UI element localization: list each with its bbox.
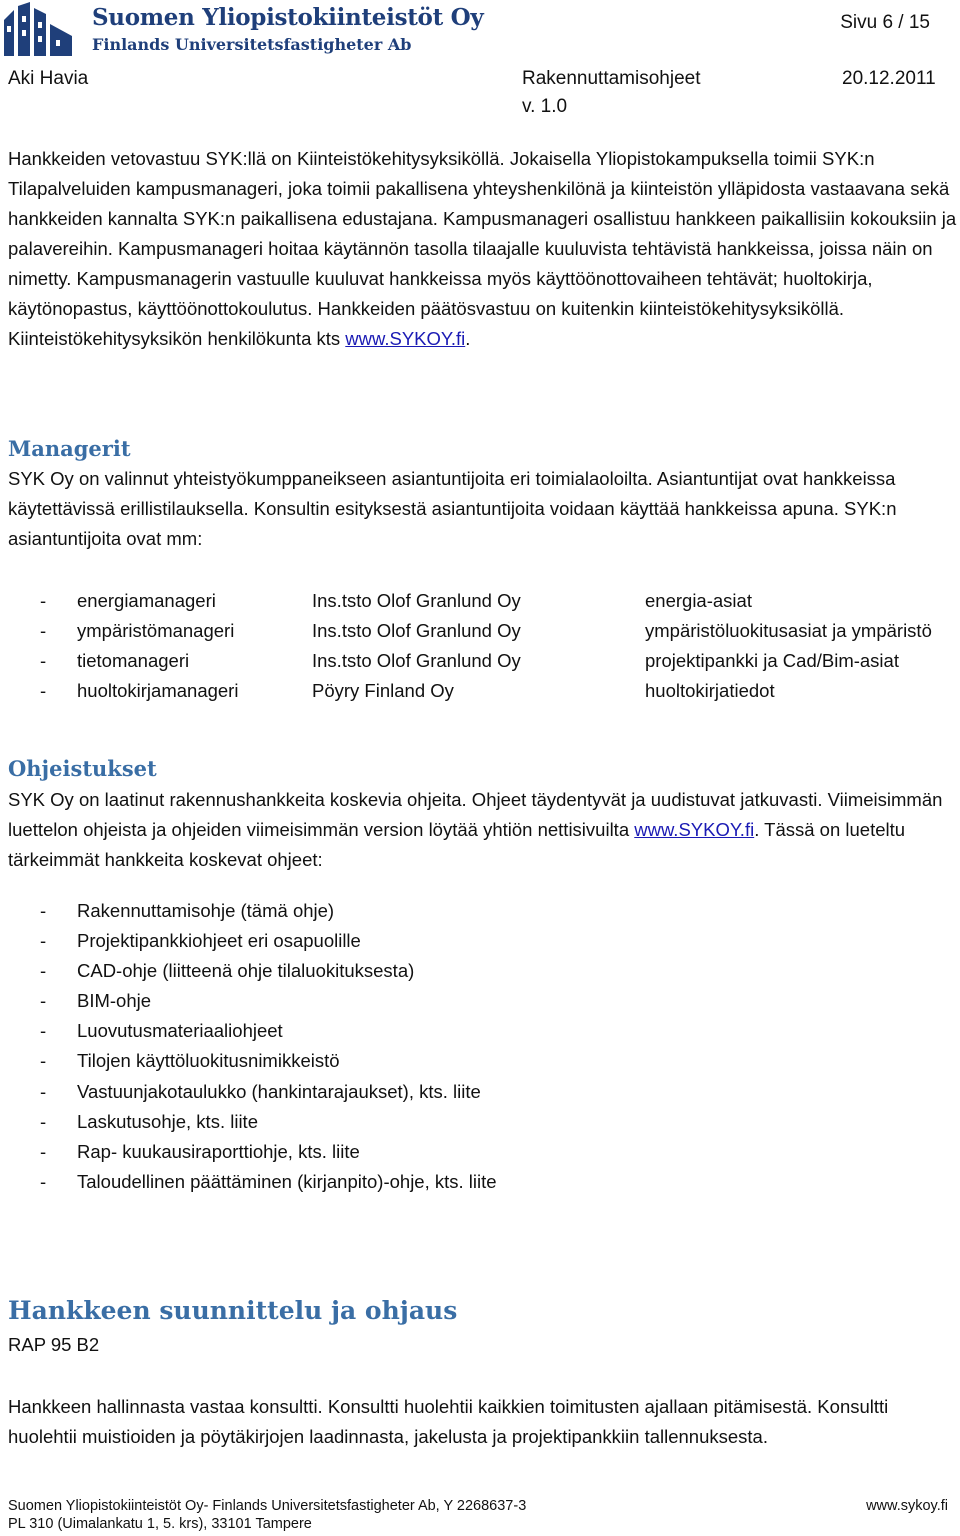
org-name-sv: Finlands Universitetsfastigheter Ab xyxy=(92,35,412,54)
intro-tail: . xyxy=(465,328,471,349)
list-item-label: Taloudellinen päättäminen (kirjanpito)-ohje, kts. liite xyxy=(77,1171,497,1192)
list-item-label: Tilojen käyttöluokitusnimikkeistö xyxy=(77,1050,340,1071)
list-item-label: Projektipankkiohjeet eri osapuolille xyxy=(77,930,361,951)
list-item xyxy=(0,1137,960,1167)
sykoy-link[interactable]: www.SYKOY.fi xyxy=(634,819,755,840)
list-dash: - xyxy=(40,990,47,1011)
manager-role: energiamanageri xyxy=(77,590,216,611)
list-item xyxy=(0,1167,960,1197)
manager-company: Ins.tsto Olof Granlund Oy xyxy=(312,650,521,671)
list-dash: - xyxy=(40,1111,47,1132)
org-name-fi: Suomen Yliopistokiinteistöt Oy xyxy=(92,4,484,31)
list-dash: - xyxy=(40,1050,47,1071)
section-heading-ohjeistukset: Ohjeistukset xyxy=(8,756,157,781)
list-dash: - xyxy=(40,960,47,981)
list-item xyxy=(0,1016,960,1046)
list-item-label: Rakennuttamisohje (tämä ohje) xyxy=(77,900,335,921)
ohjeistukset-paragraph xyxy=(8,785,958,875)
list-item-label: Luovutusmateriaaliohjeet xyxy=(77,1020,283,1041)
document-title: Rakennuttamisohjeet xyxy=(522,68,701,89)
section-heading-managerit: Managerit xyxy=(8,436,131,461)
list-dash: - xyxy=(40,1141,47,1162)
intro-paragraph xyxy=(8,144,958,354)
list-item xyxy=(0,1046,960,1076)
section-heading-suunnittelu: Hankkeen suunnittelu ja ohjaus xyxy=(8,1296,458,1325)
footer-website: www.sykoy.fi xyxy=(866,1498,948,1514)
list-dash: - xyxy=(40,900,47,921)
list-item xyxy=(0,956,960,986)
list-dash: - xyxy=(40,680,47,701)
manager-row xyxy=(0,676,960,706)
list-item xyxy=(0,1077,960,1107)
document-date: 20.12.2011 xyxy=(842,68,936,89)
manager-role: tietomanageri xyxy=(77,650,190,671)
manager-company: Ins.tsto Olof Granlund Oy xyxy=(312,620,521,641)
author: Aki Havia xyxy=(8,68,89,89)
manager-area: ympäristöluokitusasiat ja ympäristö xyxy=(645,620,932,641)
manager-company: Ins.tsto Olof Granlund Oy xyxy=(312,590,521,611)
list-dash: - xyxy=(40,590,47,611)
ohjeistukset-text: SYK Oy on laatinut rakennushankkeita koskevia ohjeita. Ohjeet täydentyvät ja uudistuvat jatkuvasti. Viimeisimmän luettelon ohjeista ja ohjeiden viimeisimmän version löytää yhtiön nettisivuilta xyxy=(8,789,943,840)
manager-area: huoltokirjatiedot xyxy=(645,680,775,701)
manager-role: ympäristömanageri xyxy=(77,620,235,641)
ohjeistukset-tail: . Tässä on lueteltu tärkeimmät hankkeita koskevat ohjeet: xyxy=(8,819,906,870)
list-item xyxy=(0,986,960,1016)
intro-text: Hankkeiden vetovastuu SYK:llä on Kiinteistökehitysyksiköllä. Jokaisella Yliopistokampuksella toimii SYK:n Tilapalveluiden kampusmanageri, joka toimii pakallisena yhteyshenkilönä ja kiinteistön ylläpidosta vastaavana sekä hankkeiden kannalta SYK:n paikallisena edustajana. Kampusmanageri osallistuu hankkeen paikallisiin kokouksiin ja palavereihin. Kampusmanageri hoitaa käytännön tasolla tilaajalle kuuluvista tehtävistä hankkeissa, joissa näin on nimetty. Kampusmanagerin vastuulle kuuluvat hankkeissa myös käyttöönottovaiheen tehtävät; huoltokirja, käytönopastus, käyttöönottokoulutus. Hankkeiden päätösvastuu on kuitenkin kiinteistökehitysyksiköllä. Kiinteistökehitysyksikön henkilökunta kts xyxy=(8,148,957,349)
list-dash: - xyxy=(40,1081,47,1102)
suunnittelu-paragraph: Hankkeen hallinnasta vastaa konsultti. Konsultti huolehtii kaikkien toimitusten ajallaan pitämisestä. Konsultti huolehtii muistioiden ja pöytäkirjojen laadinnasta, jakelusta ja projektipankkiin tallennuksesta. xyxy=(8,1396,889,1447)
list-dash: - xyxy=(40,930,47,951)
manager-row xyxy=(0,586,960,616)
rap-code: RAP 95 B2 xyxy=(8,1334,100,1355)
manager-company: Pöyry Finland Oy xyxy=(312,680,454,701)
list-dash: - xyxy=(40,620,47,641)
footer-company: Suomen Yliopistokiinteistöt Oy- Finlands Universitetsfastigheter Ab, Y 2268637-3 xyxy=(8,1498,527,1514)
list-dash: - xyxy=(40,1020,47,1041)
list-item xyxy=(0,926,960,956)
page-number: Sivu 6 / 15 xyxy=(840,12,930,33)
list-dash: - xyxy=(40,650,47,671)
university-building-logo-icon xyxy=(2,2,74,58)
document-version: v. 1.0 xyxy=(522,96,568,117)
list-item-label: Laskutusohje, kts. liite xyxy=(77,1111,258,1132)
sykoy-link[interactable]: www.SYKOY.fi xyxy=(345,328,466,349)
manager-area: energia-asiat xyxy=(645,590,752,611)
manager-row xyxy=(0,616,960,646)
list-item xyxy=(0,1107,960,1137)
list-item xyxy=(0,896,960,926)
list-dash: - xyxy=(40,1171,47,1192)
managerit-paragraph: SYK Oy on valinnut yhteistyökumppaneikseen asiantuntijoita eri toimialaoloilta. Asiantuntijat ovat hankkeissa käytettävissä erillistilauksella. Konsultin esityksestä asiantuntijoita voidaan käyttää hankkeissa apuna. SYK:n asiantuntijoita ovat mm: xyxy=(8,468,897,549)
manager-role: huoltokirjamanageri xyxy=(77,680,239,701)
list-item-label: BIM-ohje xyxy=(77,990,152,1011)
list-item-label: Vastuunjakotaulukko (hankintarajaukset), kts. liite xyxy=(77,1081,481,1102)
manager-row xyxy=(0,646,960,676)
footer-address: PL 310 (Uimalankatu 1, 5. krs), 33101 Tampere xyxy=(8,1516,312,1532)
manager-area: projektipankki ja Cad/Bim-asiat xyxy=(645,650,899,671)
list-item-label: Rap- kuukausiraporttiohje, kts. liite xyxy=(77,1141,360,1162)
list-item-label: CAD-ohje (liitteenä ohje tilaluokituksesta) xyxy=(77,960,415,981)
